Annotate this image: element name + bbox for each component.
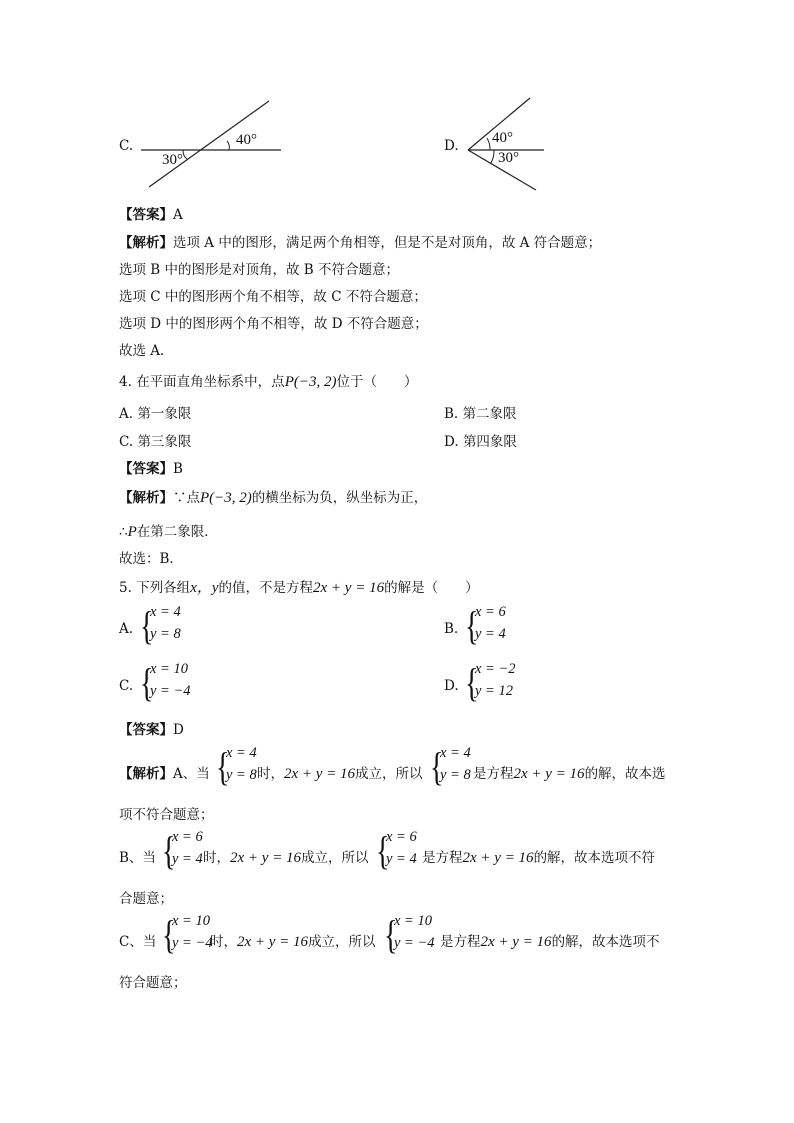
- q5-stem: 5. 下列各组x，y的值，不是方程2x + y = 16的解是（ ）: [119, 580, 479, 596]
- q4-option-b: B. 第二象限: [444, 406, 517, 422]
- q4-option-c: C. 第三象限: [119, 434, 192, 450]
- q5-option-b-key: B.: [444, 621, 459, 637]
- q5-analysis-b-line-2: 合题意；: [119, 891, 173, 907]
- q3-analysis-line-1: 【解析】选项 A 中的图形，满足两个角相等，但是不是对顶角，故 A 符合题意；: [119, 235, 602, 251]
- figure-c-label: C.: [119, 138, 134, 154]
- q5-analysis-b-post: 是方程2x + y = 16的解，故本选项不符: [422, 850, 656, 866]
- q5-analysis-a-line-1-pre: 【解析】A、当: [119, 766, 210, 782]
- q5-analysis-a-line-2: 项不符合题意；: [119, 807, 214, 823]
- q5-analysis-c-pre: C、当: [119, 934, 157, 950]
- q5-analysis-b-mid: 时，2x + y = 16成立，所以: [203, 850, 369, 866]
- q5-analysis-c-post: 是方程2x + y = 16的解，故本选项不: [440, 934, 660, 950]
- q5-analysis-c-mid: 时，2x + y = 16成立，所以: [210, 934, 376, 950]
- q5-analysis-a-line-1-post: 是方程2x + y = 16的解，故本选: [473, 766, 666, 782]
- figure-c-angle-40: 40°: [236, 132, 257, 148]
- figure-d-label: D.: [444, 138, 459, 154]
- q5-analysis-b-pre: B、当: [119, 850, 156, 866]
- q5-analysis-a-line-1-mid: 时，2x + y = 16成立，所以: [257, 766, 423, 782]
- q5-answer: 【答案】D: [119, 722, 184, 738]
- q5-option-d-key: D.: [444, 678, 459, 694]
- q5-option-c-key: C.: [119, 678, 134, 694]
- q3-analysis-line-4: 选项 D 中的图形两个角不相等，故 D 不符合题意；: [119, 316, 428, 332]
- figure-d-angle-30: 30°: [498, 150, 519, 166]
- q4-analysis-line-3: 故选：B．: [119, 551, 183, 567]
- q3-answer: 【答案】A: [119, 207, 183, 223]
- figure-c-diagram: [135, 95, 295, 195]
- q3-analysis-line-3: 选项 C 中的图形两个角不相等，故 C 不符合题意；: [119, 289, 427, 305]
- q4-analysis-line-2: ∴P在第二象限．: [119, 524, 218, 540]
- q5-analysis-c-line-2: 符合题意；: [119, 975, 187, 991]
- q4-stem: 4. 在平面直角坐标系中，点P(−3, 2)位于（ ）: [119, 374, 418, 390]
- q3-analysis-line-5: 故选 A．: [119, 343, 174, 359]
- q4-option-a: A. 第一象限: [119, 406, 192, 422]
- figure-d-angle-40: 40°: [492, 130, 513, 146]
- q3-analysis-line-2: 选项 B 中的图形是对顶角，故 B 不符合题意；: [119, 262, 400, 278]
- q4-option-d: D. 第四象限: [444, 434, 517, 450]
- figure-c-angle-30: 30°: [162, 152, 183, 168]
- q4-answer: 【答案】B: [119, 461, 183, 477]
- q4-analysis-line-1: 【解析】∵点P(−3, 2)的横坐标为负，纵坐标为正，: [119, 490, 428, 506]
- q5-option-a-key: A.: [119, 621, 134, 637]
